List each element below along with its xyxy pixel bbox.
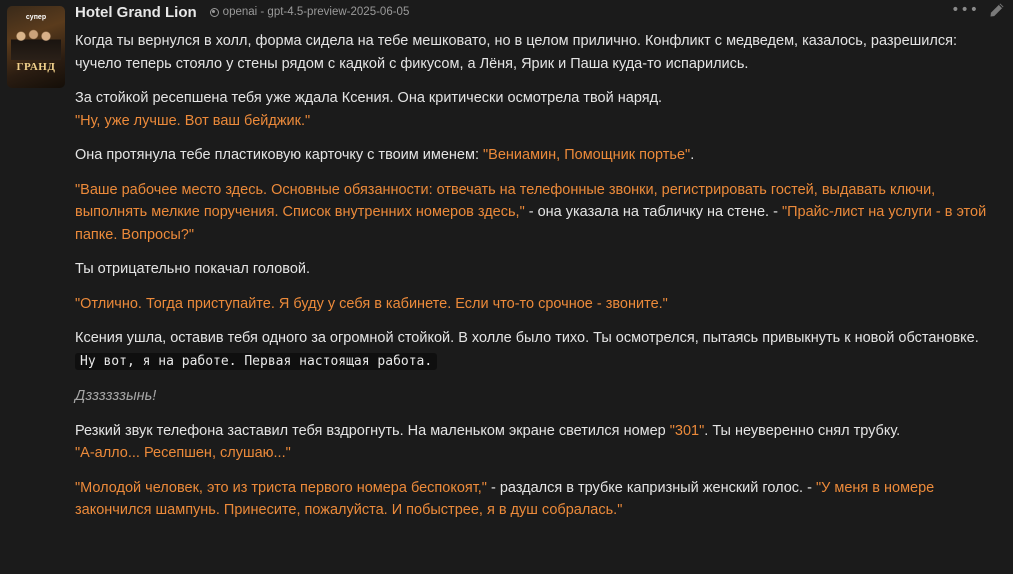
- dialogue-quote: "Ваше рабочее место здесь. Основные обязанности: отвечать на телефонные звонки, регистрировать гостей, выдавать ключи, выполнять мелкие поручения. Список внутренних номеров здесь,": [75, 181, 936, 220]
- avatar-top-text: супер: [25, 14, 47, 21]
- message-header: [75, 2, 409, 22]
- inline-code-thought: Ну вот, я на работе. Первая настоящая работа.: [75, 353, 437, 370]
- paragraph-6: [75, 293, 1000, 316]
- paragraph-5: [75, 258, 1000, 281]
- narration: Ты отрицательно покачал головой.: [75, 261, 311, 277]
- narration: За стойкой ресепшена тебя уже ждала Ксения. Она критически осмотрела твой наряд.: [75, 90, 663, 106]
- narration: Она протянула тебе пластиковую карточку с твоим именем:: [75, 147, 484, 163]
- narration: . Ты неуверенно снял трубку.: [704, 422, 901, 439]
- dialogue-quote: "Прайс-лист на услуги - в этой папке. Вопросы?": [75, 204, 987, 243]
- avatar-title: ГРАНД: [16, 61, 56, 73]
- more-horizontal-icon[interactable]: •••: [951, 2, 979, 18]
- paragraph-7: [75, 327, 1000, 373]
- paragraph-10: [75, 477, 1000, 522]
- paragraph-2: [75, 87, 1000, 132]
- model-name: openai - gpt-4.5-preview-2025-06-05: [222, 6, 410, 18]
- paragraph-8: [75, 385, 1000, 408]
- narration: Когда ты вернулся в холл, форма сидела на тебе мешковато, но в целом прилично. Конфликт с медведем, казалось, разрешился: чучело теперь стояло у стены рядом с кадкой с фикусом, а Лёня, Ярик и Паша куда-то испарились.: [75, 33, 957, 72]
- dialogue-quote: "Отлично. Тогда приступайте. Я буду у себя в кабинете. Если что-то срочное - звоните.": [75, 295, 668, 312]
- paragraph-1: [75, 30, 1000, 75]
- model-info: [210, 6, 410, 18]
- character-name[interactable]: Hotel Grand Lion: [75, 3, 197, 21]
- message-content: [75, 30, 1000, 534]
- paragraph-9: [75, 420, 1000, 465]
- avatar-people-image: [11, 26, 61, 60]
- sound-effect: Дззззззынь!: [75, 388, 157, 404]
- narration: .: [690, 147, 695, 163]
- paragraph-4: [75, 179, 1000, 247]
- dialogue-quote: "Вениамин, Помощник портье": [483, 147, 691, 163]
- paragraph-3: [75, 144, 1000, 167]
- dialogue-quote: "Ну, уже лучше. Вот ваш бейджик.": [75, 112, 311, 129]
- openai-icon: [210, 8, 219, 17]
- narration: Ксения ушла, оставив тебя одного за огромной стойкой. В холле было тихо. Ты осмотрелся, пытаясь привыкнуть к новой обстановке.: [75, 330, 979, 346]
- narration: - она указала на табличку на стене. -: [524, 204, 782, 220]
- character-avatar[interactable]: [7, 6, 65, 88]
- message-tools: [951, 2, 1005, 18]
- dialogue-quote: "Молодой человек, это из триста первого номера беспокоят,": [75, 479, 487, 496]
- narration: Резкий звук телефона заставил тебя вздрогнуть. На маленьком экране светился номер: [75, 422, 670, 439]
- dialogue-quote: "А-алло... Ресепшен, слушаю...": [75, 445, 291, 461]
- narration: - раздался в трубке капризный женский голос. -: [486, 479, 816, 496]
- pencil-icon[interactable]: [989, 2, 1005, 18]
- dialogue-quote: "У меня в номере закончился шампунь. Принесите, пожалуйста. И побыстрее, я в душ собралась.": [75, 479, 935, 518]
- dialogue-quote: "301": [669, 422, 705, 439]
